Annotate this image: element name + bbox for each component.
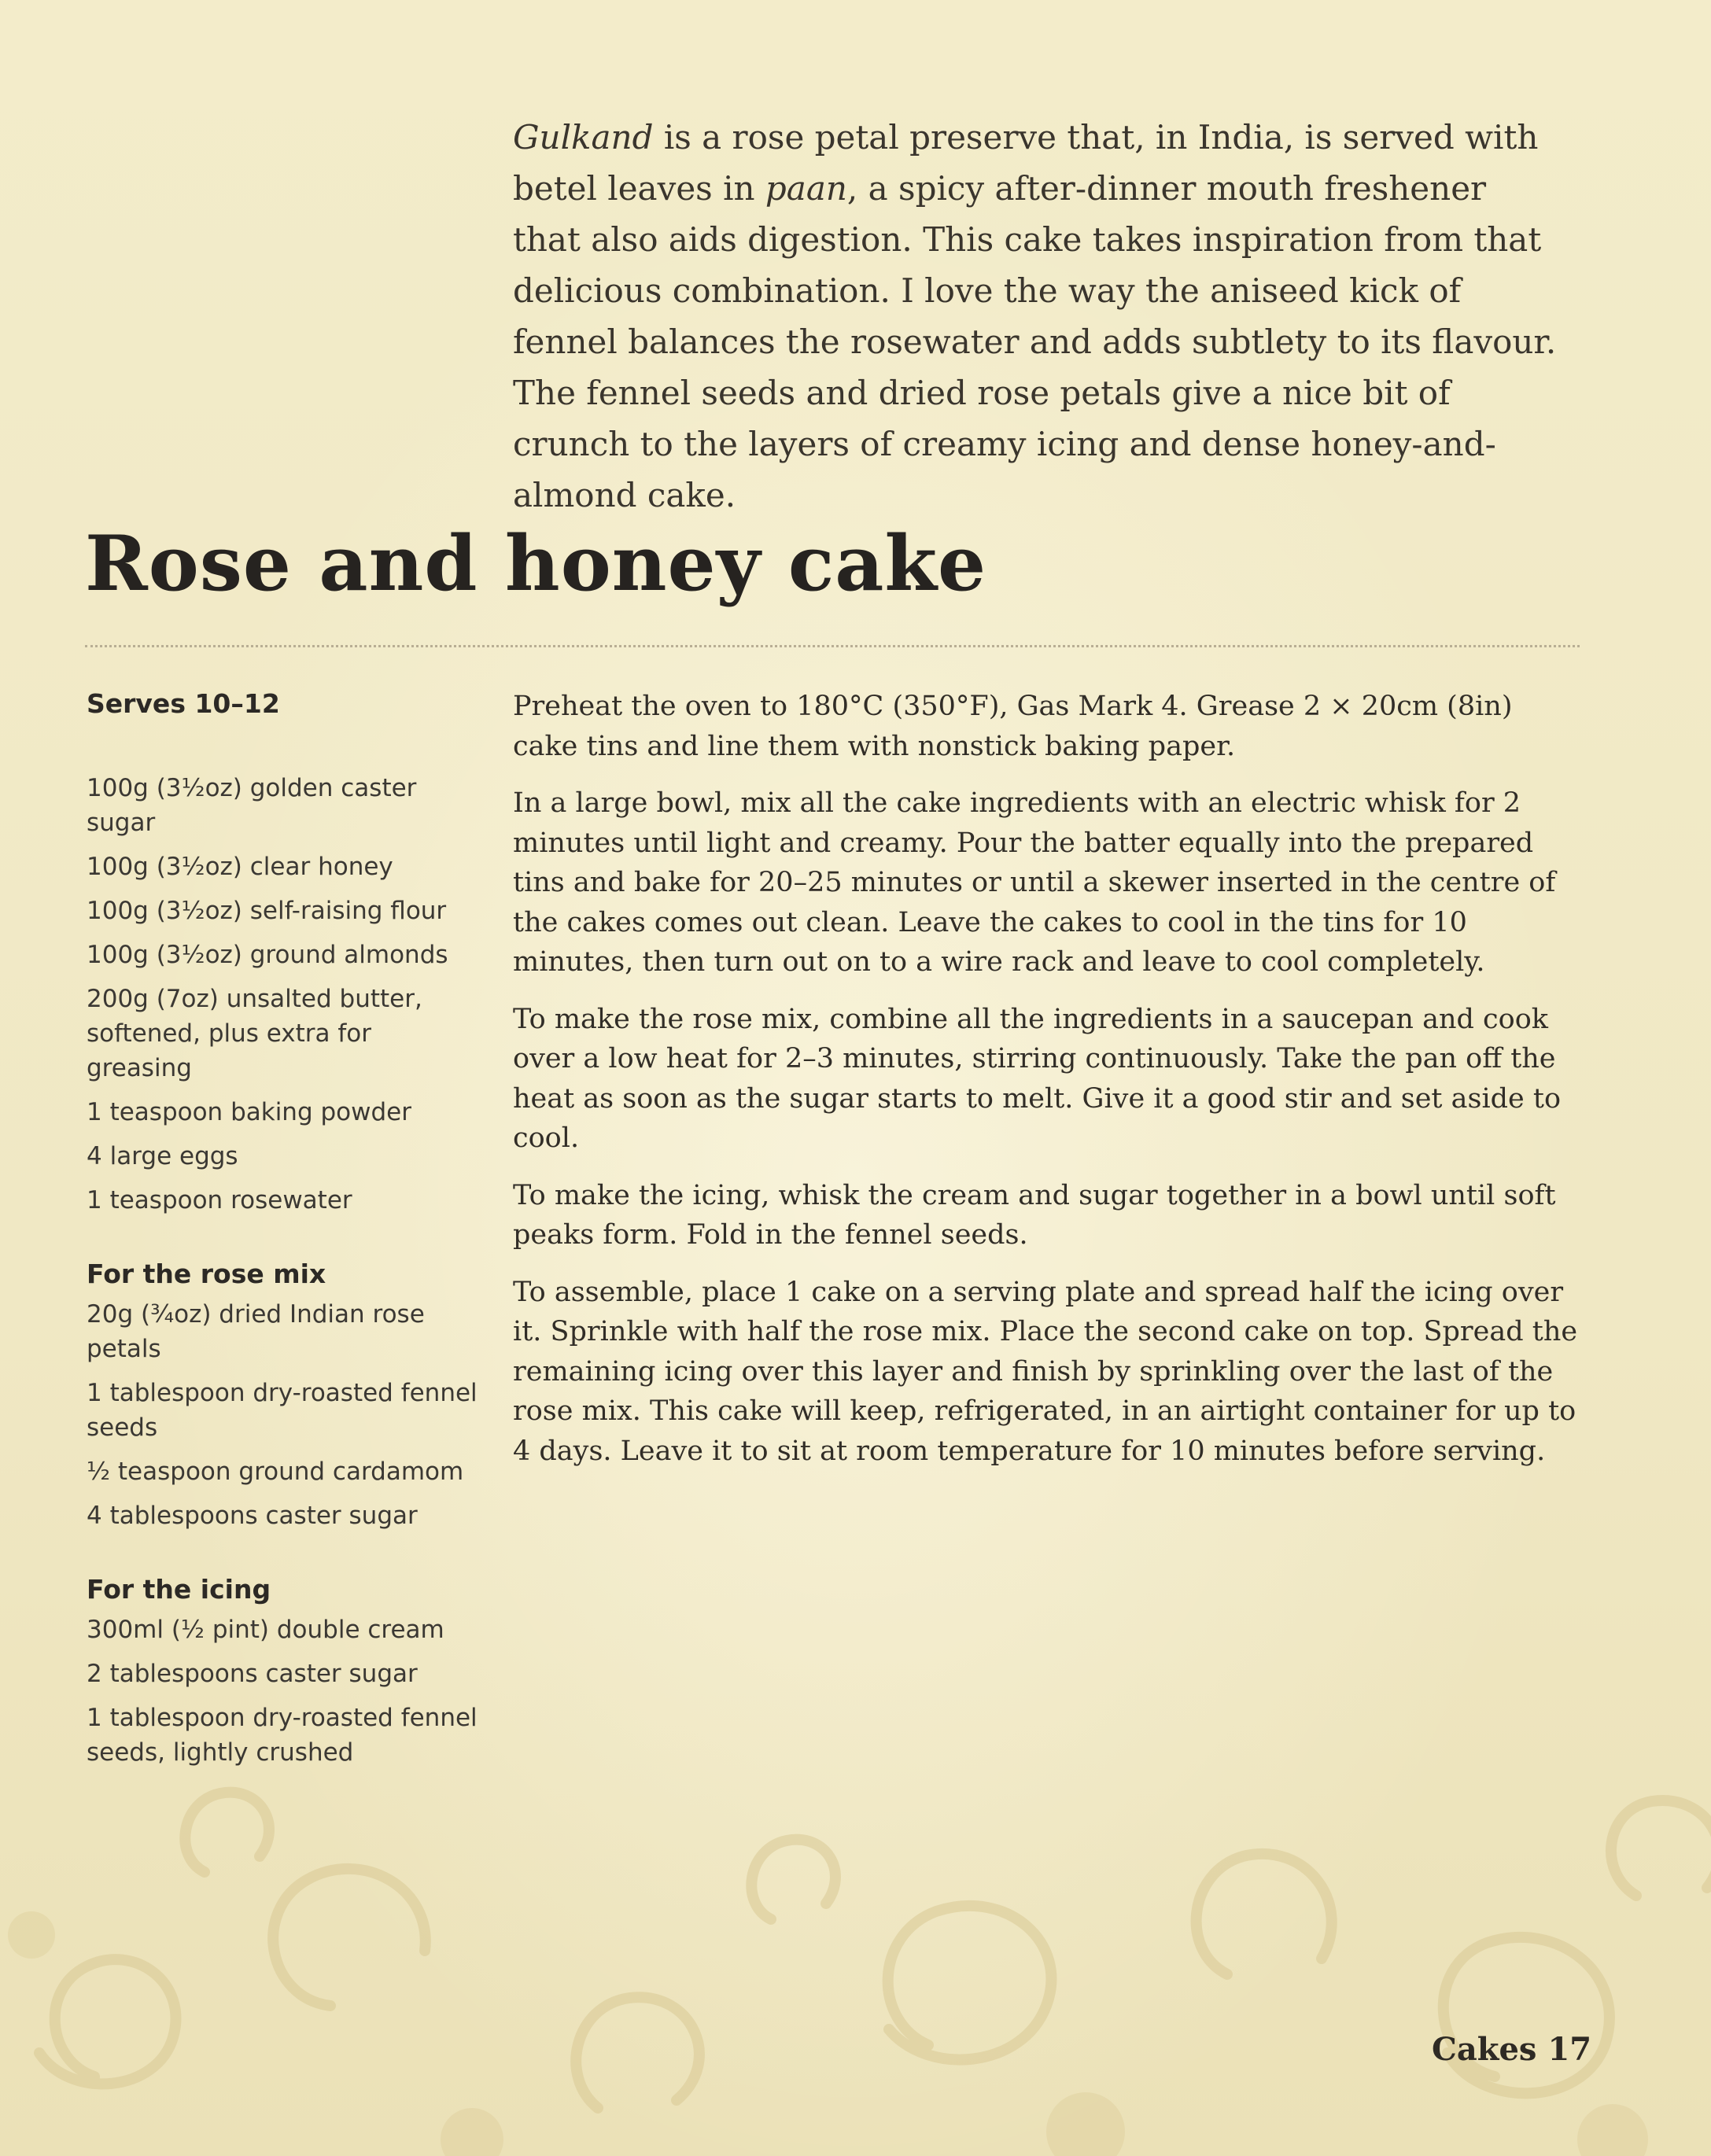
intro-text-2: , a spicy after-dinner mouth freshener that also aids digestion. This cake takes inspiration from that delicious combination. I love the way the aniseed kick of fennel balances the rosewater and adds subtlety to its flavour. The fennel seeds and dried rose petals give a nice bit of crunch to the layers of creamy icing and dense honey-and-almond cake. (513, 169, 1557, 514)
page-footer (1432, 2031, 1591, 2068)
icing-heading: For the icing (87, 1574, 271, 1605)
method-column (513, 687, 1583, 1488)
title-divider (85, 645, 1580, 647)
ingredient-item: 100g (3½oz) clear honey (87, 853, 393, 881)
method-step: Preheat the oven to 180°C (350°F), Gas Mark 4. Grease 2 × 20cm (8in) cake tins and line them with nonstick baking paper. (513, 691, 1513, 762)
intro-term-gulkand: Gulkand (513, 118, 654, 157)
ingredient-item: 300ml (½ pint) double cream (87, 1616, 444, 1644)
method-step: To assemble, place 1 cake on a serving plate and spread half the icing over it. Sprinkle with half the rose mix. Place the second cake on top. Spread the remaining icing over this layer and finish by sprinkling over the last of the rose mix. This cake will keep, refrigerated, in an airtight container for up to 4 days. Leave it to sit at room temperature for 10 minutes before serving. (513, 1276, 1578, 1467)
method-step: To make the icing, whisk the cream and sugar together in a bowl until soft peaks form. Fold in the fennel seeds. (513, 1179, 1556, 1251)
ingredient-item: 20g (¾oz) dried Indian rose petals (87, 1300, 425, 1363)
serves-label: Serves 10–12 (87, 688, 280, 719)
ingredient-item: 100g (3½oz) ground almonds (87, 941, 448, 969)
method-step: To make the rose mix, combine all the ingredients in a saucepan and cook over a low heat for 2–3 minutes, stirring continuously. Take the pan off the heat as soon as the sugar starts to melt. Give it a good stir and set aside to cool. (513, 1003, 1562, 1154)
rose-mix-section (87, 1259, 480, 1533)
ingredient-item: 200g (7oz) unsalted butter, softened, plus extra for greasing (87, 985, 422, 1082)
rose-mix-list (87, 1297, 480, 1533)
recipe-title: Rose and honey cake (85, 519, 987, 608)
rose-mix-heading: For the rose mix (87, 1259, 326, 1289)
ingredient-item: 4 tablespoons caster sugar (87, 1502, 418, 1530)
intro-paragraph (513, 112, 1559, 521)
cake-ingredients-list (87, 771, 480, 1218)
section-name: Cakes (1432, 2031, 1537, 2068)
ingredient-item: 100g (3½oz) golden caster sugar (87, 774, 417, 837)
ingredients-column (87, 688, 480, 1779)
intro-term-paan: paan (765, 169, 847, 208)
ingredient-item: ½ teaspoon ground cardamom (87, 1458, 464, 1486)
ingredient-item: 100g (3½oz) self-raising flour (87, 897, 447, 925)
ingredient-item: 4 large eggs (87, 1142, 238, 1170)
icing-list (87, 1612, 480, 1770)
ingredient-item: 1 teaspoon baking powder (87, 1098, 411, 1126)
ingredient-item: 1 tablespoon dry-roasted fennel seeds (87, 1379, 478, 1442)
page-number: 17 (1547, 2031, 1592, 2068)
ingredient-item: 1 teaspoon rosewater (87, 1186, 352, 1214)
intro-text-1: is a rose petal preserve that, in India, is served with betel leaves in (513, 118, 1539, 208)
method-step: In a large bowl, mix all the cake ingredients with an electric whisk for 2 minutes until light and creamy. Pour the batter equally into the prepared tins and bake for 20–25 minutes or until a skewer inserted in the centre of the cakes comes out clean. Leave the cakes to cool in the tins for 10 minutes, then turn out on to a wire rack and leave to cool completely. (513, 787, 1556, 978)
ingredient-item: 1 tablespoon dry-roasted fennel seeds, lightly crushed (87, 1704, 478, 1767)
icing-section (87, 1574, 480, 1770)
ingredient-item: 2 tablespoons caster sugar (87, 1660, 418, 1688)
